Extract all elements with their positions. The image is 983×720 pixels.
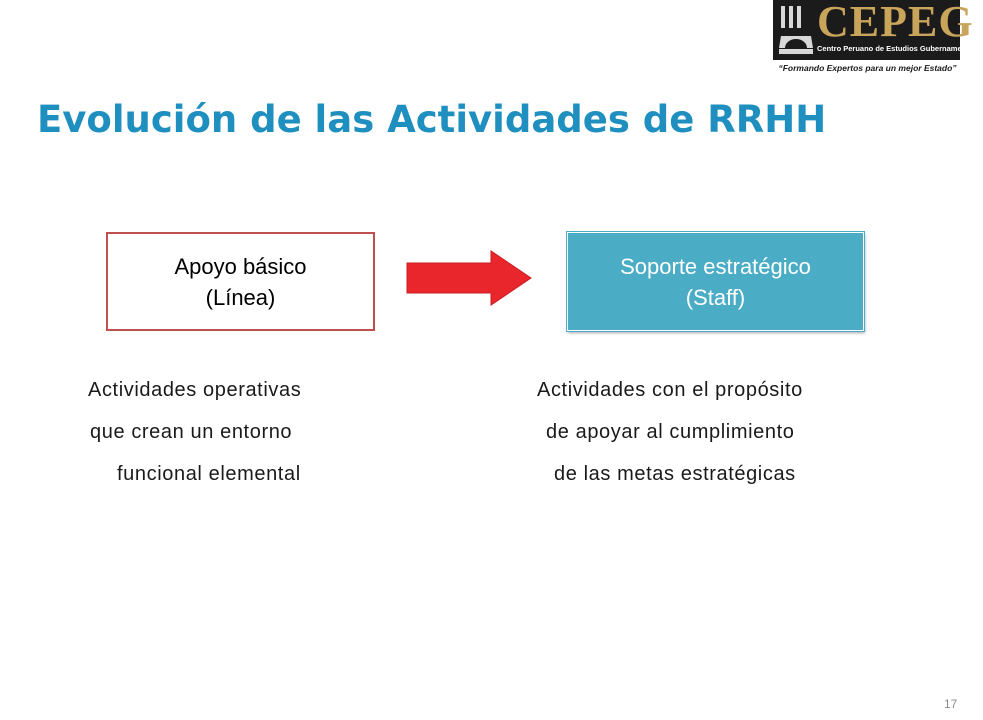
strategic-support-description: [515, 369, 935, 495]
logo-name: CEPEG: [817, 0, 974, 46]
description-line: de las metas estratégicas: [554, 463, 796, 485]
basic-support-description: [60, 369, 410, 495]
slide-title: Evolución de las Actividades de RRHH: [37, 98, 827, 141]
cepeg-logo: [773, 0, 983, 78]
description-line: de apoyar al cumplimiento: [546, 421, 795, 443]
description-line: Actividades operativas: [88, 379, 302, 401]
logo-subtitle: Centro Peruano de Estudios Gubernamentales: [817, 44, 983, 53]
page-number: 17: [944, 697, 958, 711]
description-line: funcional elemental: [117, 463, 301, 485]
basic-support-box: [106, 232, 375, 331]
right-arrow-icon: [407, 251, 531, 305]
description-line: que crean un entorno: [90, 421, 293, 443]
strategic-support-sublabel: (Staff): [685, 284, 746, 310]
strategic-support-label: Soporte estratégico: [620, 253, 811, 279]
basic-support-label: Apoyo básico: [174, 253, 307, 279]
building-columns-icon: [779, 4, 813, 56]
strategic-support-box: [567, 232, 864, 331]
logo-tagline: “Formando Expertos para un mejor Estado”: [778, 63, 957, 73]
basic-support-sublabel: (Línea): [205, 284, 276, 310]
logo-badge: [773, 0, 983, 60]
description-line: Actividades con el propósito: [537, 379, 803, 401]
